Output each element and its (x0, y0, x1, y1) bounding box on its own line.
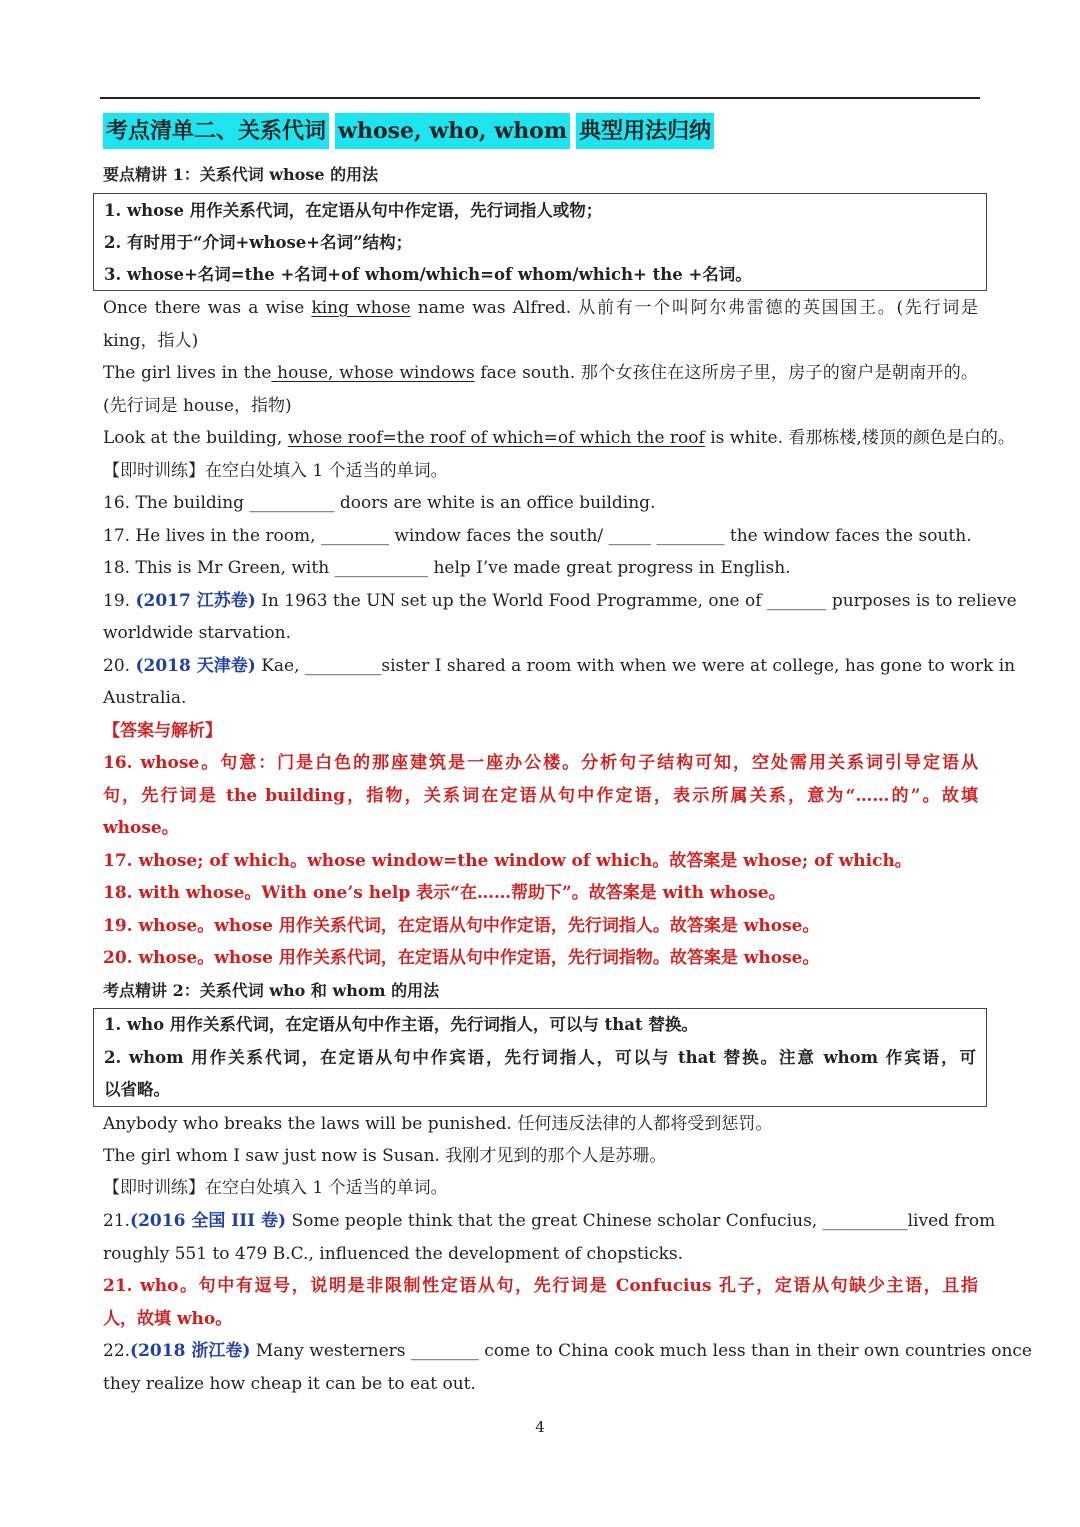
question-19-cont: worldwide starvation. (103, 623, 291, 643)
answer-16: 16. whose。句意：门是白色的那座建筑是一座办公楼。分析句子结构可知，空处需用关系词引导定语从 (103, 753, 978, 773)
rule-item: 1. who 用作关系代词，在定语从句中作主语，先行词指人，可以与 that 替换。 (104, 1015, 698, 1034)
example-line: (先行词是 house，指物) (103, 396, 292, 416)
rule-item: 1. whose 用作关系代词，在定语从句中作定语，先行词指人或物； (104, 201, 603, 220)
question-19: 19. (2017 江苏卷) In 1963 the UN set up the World Food Programme, one of _______ purposes is to relieve (103, 591, 1017, 611)
answer-20: 20. whose。whose 用作关系代词，在定语从句中作定语，先行词指物。故答案是 whose。 (103, 948, 820, 968)
header-rule (100, 97, 980, 99)
question-21: 21.(2016 全国 III 卷) Some people think that the great Chinese scholar Confucius, __________lived from (103, 1211, 996, 1231)
question-20-cont: Australia. (103, 688, 187, 708)
section-1-rule-box (93, 193, 987, 291)
question-22: 22.(2018 浙江卷) Many westerners ________ come to China cook much less than in their own countries once (103, 1341, 1032, 1361)
exam-source: (2016 全国 III 卷) (130, 1211, 287, 1231)
underlined-text: king whose (311, 298, 411, 318)
section-2-rule-box (93, 1008, 987, 1107)
practice-instruction: 【即时训练】在空白处填入 1 个适当的单词。 (103, 1178, 448, 1198)
example-line: Anybody who breaks the laws will be punished. 任何违反法律的人都将受到惩罚。 (103, 1114, 773, 1134)
answer-16-cont: 句，先行词是 the building，指物，关系词在定语从句中作定语，表示所属关系，意为“……的”。故填 (103, 786, 978, 806)
answer-19: 19. whose。whose 用作关系代词，在定语从句中作定语，先行词指人。故答案是 whose。 (103, 916, 820, 936)
question-17: 17. He lives in the room, ________ window faces the south/ _____ ________ the window faces the south. (103, 526, 972, 546)
answer-16-cont: whose。 (103, 818, 179, 838)
practice-instruction: 【即时训练】在空白处填入 1 个适当的单词。 (103, 461, 448, 481)
title-part-2: whose, who, whom (335, 113, 570, 149)
answer-21-cont: 人，故填 who。 (103, 1309, 233, 1329)
answer-heading: 【答案与解析】 (103, 721, 222, 741)
answer-18: 18. with whose。With one’s help 表示“在……帮助下”。故答案是 with whose。 (103, 883, 786, 903)
example-line: The girl whom I saw just now is Susan. 我刚才见到的那个人是苏珊。 (103, 1146, 667, 1166)
question-20: 20. (2018 天津卷) Kae, _________sister I shared a room with when we were at college, has gone to work in (103, 656, 1016, 676)
exam-source: (2017 江苏卷) (135, 591, 256, 611)
example-line: Look at the building, whose roof=the roof of which=of which the roof is white. 看那栋楼,楼顶的颜色是白的。 (103, 428, 1015, 448)
rule-item: 2. whom 用作关系代词，在定语从句中作宾语，先行词指人，可以与 that 替换。注意 whom 作宾语，可 (104, 1048, 976, 1067)
question-16: 16. The building __________ doors are white is an office building. (103, 493, 656, 513)
question-22-cont: they realize how cheap it can be to eat out. (103, 1374, 476, 1394)
title-part-1: 考点清单二、关系代词 (103, 113, 329, 149)
page-title (103, 113, 720, 149)
rule-item: 3. whose+名词=the +名词+of whom/which=of whom/which+ the +名词。 (104, 265, 752, 284)
exam-source: (2018 浙江卷) (130, 1341, 251, 1361)
underlined-text: whose roof=the roof of which=of which the roof (287, 428, 705, 448)
rule-item: 2. 有时用于“介词+whose+名词”结构； (104, 233, 413, 252)
title-part-3: 典型用法归纳 (576, 113, 714, 149)
example-line: The girl lives in the house, whose windows face south. 那个女孩住在这所房子里，房子的窗户是朝南开的。 (103, 363, 978, 383)
answer-21: 21. who。句中有逗号，说明是非限制性定语从句，先行词是 Confucius 孔子，定语从句缺少主语，且指 (103, 1276, 978, 1296)
section-2-heading: 考点精讲 2：关系代词 who 和 whom 的用法 (103, 981, 440, 1000)
example-line: Once there was a wise king whose name was Alfred. 从前有一个叫阿尔弗雷德的英国国王。(先行词是 (103, 298, 979, 318)
section-1-heading: 要点精讲 1：关系代词 whose 的用法 (103, 165, 379, 184)
exam-source: (2018 天津卷) (135, 656, 256, 676)
question-21-cont: roughly 551 to 479 B.C., influenced the development of chopsticks. (103, 1244, 684, 1264)
answer-17: 17. whose; of which。whose window=the window of which。故答案是 whose; of which。 (103, 851, 912, 871)
question-18: 18. This is Mr Green, with ___________ help I’ve made great progress in English. (103, 558, 791, 578)
underlined-text: house, whose windows (271, 363, 475, 383)
page-number: 4 (535, 1418, 545, 1436)
rule-item: 以省略。 (104, 1080, 170, 1099)
example-line: king，指人) (103, 331, 199, 351)
